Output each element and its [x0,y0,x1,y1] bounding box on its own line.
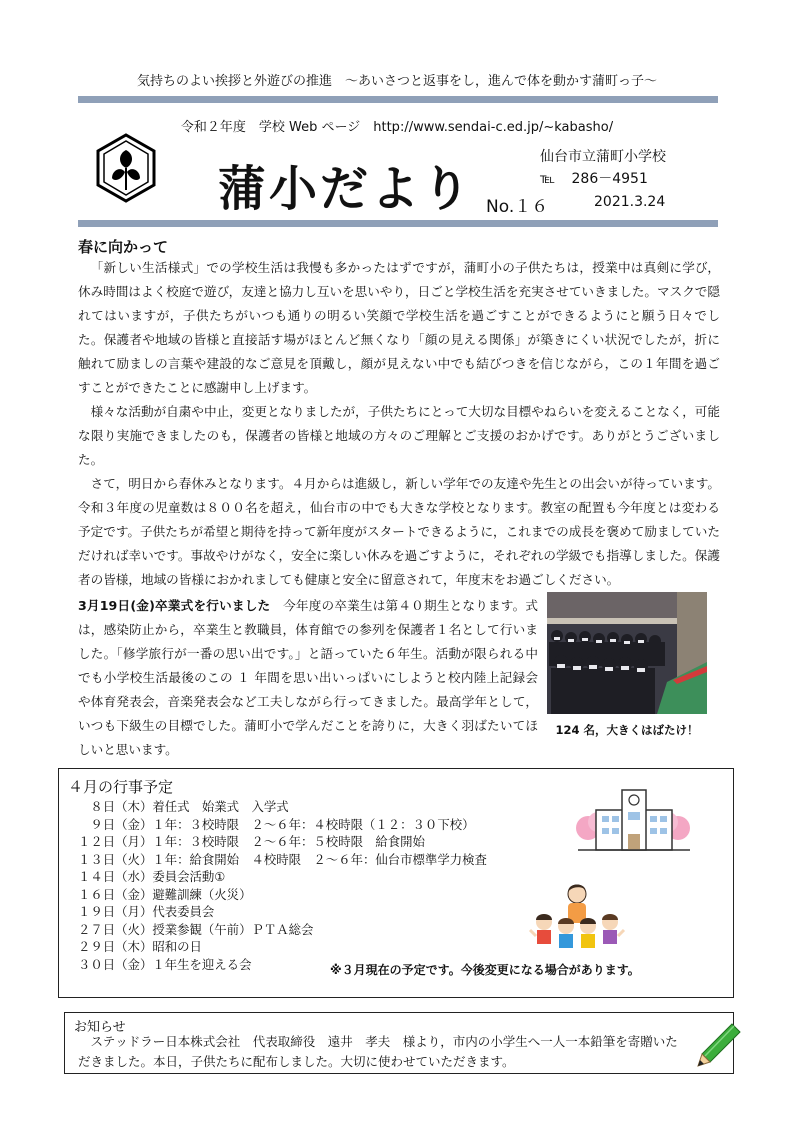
event-item: ３０日（金）１年生を迎える会 [78,956,252,972]
graduation-heading: 3月19日(金)卒業式を行いました [78,598,271,613]
article-paragraph: 様々な活動が自粛や中止，変更となりましたが，子供たちにとって大切な目標やねらいを変えることなく，可能な限り実施できましたのも，保護者の皆様と地域の方々のご理解とご支援のおかげです。ありがとうございました。 [78,404,720,467]
school-emblem-icon [92,132,160,204]
photo-caption: 124 名，大きくはばたけ！ [555,723,699,737]
issue-number: No.１６ [486,197,549,217]
event-item: ９日（金）１年：３校時限 ２～６年：４校時限（１２：３０下校） [78,816,475,832]
tel-number: 286－4951 [571,171,648,187]
issue-date: 2021.3.24 [594,194,666,210]
event-item: ８日（木）着任式 始業式 入学式 [78,799,289,814]
event-item: １２日（月）１年：３校時限 ２～６年：５校時限 給食開始 [78,834,425,849]
school-name: 仙台市立蒲町小学校 [540,149,666,165]
header-rule-top [78,96,718,103]
article-paragraph: 「新しい生活様式」での学校生活は我慢も多かったはずですが，蒲町小の子供たちは，授業中は真剣に学び，休み時間はよく校庭で遊び，友達と協力し互いを思いやり，日ごと学校生活を充実させていきました。マスクで隠れてはいますが，子供たちがいつも通りの明るい笑顔で学校生活を過ごすことができるようにと願う日々でした。保護者や地域の皆様と直接話す場がほとんど無くなり「顔の見える関係」が築きにくい状況でしたが，折に触れて励ましの言葉や建設的なご意見を頂戴し，顔が見えない中でも結びつきを信じながら，この１年間を過ごすことができたことに感謝申し上げます。 [78,260,721,395]
school-motto: 気持ちのよい挨拶と外遊びの推進 ～あいさつと返事をし，進んで体を動かす蒲町っ子～ [136,74,657,89]
school-web-address: 令和２年度 学校 Web ページ http://www.sendai-c.ed.jp/~kabasho/ [180,120,614,135]
article-paragraph: さて，明日から春休みとなります。４月からは進級し，新しい学年での友達や先生との出会いが待っています。令和３年度の児童数は８００名を超え，仙台市の中でも大きな学校となります。教室の配置も今年度とは変わる予定です。子供たちが希望と期待を持って新年度がスタートできるように，これまでの成長を褒めて励ましていただければ幸いです。事故やけがなく，安全に楽しい休みを過ごすように，それぞれの学級でも指導しました。保護者の皆様，地域の皆様におかれましても健康と安全に留意されて，年度末をお過ごしください。 [78,476,720,587]
article-heading: 春に向かって [78,238,169,256]
event-item: １３日（火）１年：給食開始 ４校時限 ２～６年：仙台市標準学力検査 [78,851,487,867]
tel-label: ℡ [540,171,556,187]
pencil-icon [696,1022,742,1068]
event-item: １６日（金）避難訓練（火災） [78,886,252,902]
notice-body: ステッドラー日本株式会社 代表取締役 遠井 孝夫 様より，市内の小学生へ一人一本鉛筆を寄贈いただきました。本日，子供たちに配布しました。大切に使わせていただきます。 [78,1034,678,1069]
children-teacher-icon [524,880,630,952]
event-item: １４日（水）委員会活動① [78,869,226,884]
notice-title: お知らせ [74,1020,126,1035]
newsletter-title: 蒲小だより [218,161,474,217]
graduation-section [78,594,538,762]
header-rule-bottom [78,220,718,227]
graduation-photo [547,592,707,714]
school-info [540,146,666,190]
school-phone [540,168,666,190]
events-list [78,798,487,973]
event-item: １９日（月）代表委員会 [78,904,215,919]
event-item: ２７日（火）授業参観（午前）ＰＴＡ総会 [78,921,314,937]
events-title: ４月の行事予定 [68,778,174,796]
school-building-icon [574,784,694,856]
graduation-body: 今年度の卒業生は第４０期生となります。式は，感染防止から，卒業生と教職員，体育館での参列を保護者１名として行いました。「修学旅行が一番の思い出です。」と語っていた６年生。活動が限られる中でも小学校生活最後のこの １ 年間を思い出いっぱいにしようと校内陸上記録会や体育発表会，音楽発表会など工夫しながら行ってきました。最高学年として，いつも下級生の目標でした。蒲町小で学んだことを誇りに，大きく羽ばたいてほしいと思います。 [78,598,538,757]
event-item: ２９日（木）昭和の日 [78,939,202,954]
schedule-note: ※３月現在の予定です。今後変更になる場合があります。 [330,963,640,977]
graduation-ceremony-image [547,592,707,714]
